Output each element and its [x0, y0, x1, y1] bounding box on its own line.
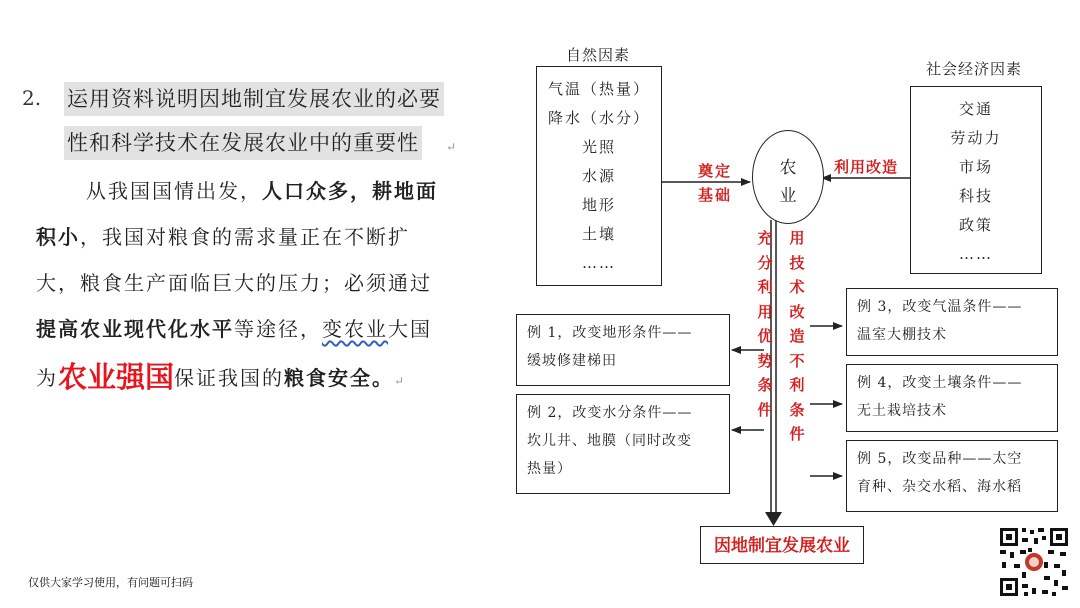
- example-4-box: 例 4，改变土壤条件—— 无土栽培技术: [846, 364, 1058, 432]
- natural-item: 地形: [581, 196, 616, 214]
- social-item: ……: [959, 245, 993, 263]
- social-factors-box: [910, 86, 1042, 274]
- footer-note: 仅供大家学习使用，有问题可扫码: [28, 576, 193, 589]
- arrow-down-to-result: [765, 512, 782, 526]
- vertical-text-tech-transform: 用 技 术 改 造 不 利 条 件: [789, 229, 805, 443]
- social-item: 交通: [958, 100, 993, 118]
- paragraph-mark: ↵: [446, 140, 457, 154]
- answer-line-5: 为农业强国保证我国的粮食安全。↵: [36, 360, 407, 394]
- natural-item: ……: [582, 254, 616, 272]
- answer-line-3: 大，粮食生产面临巨大的压力；必须通过: [36, 271, 432, 295]
- natural-factors-title: 自然因素: [566, 46, 631, 64]
- vertical-text-use-advantages: 充 分 利 用 优 势 条 件: [757, 229, 773, 419]
- natural-item: 土壤: [581, 225, 616, 243]
- highlight-agri-power: 农业强国: [58, 360, 175, 394]
- natural-item: 气温（热量）: [547, 80, 650, 98]
- answer-line-2: 积小，我国对粮食的需求量正在不断扩: [36, 225, 410, 249]
- example-1-box: 例 1，改变地形条件—— 缓坡修建梯田: [516, 314, 730, 386]
- example-2-box: 例 2，改变水分条件—— 坎儿井、地膜（同时改变 热量）: [516, 394, 730, 494]
- natural-item: 降水（水分）: [547, 109, 650, 127]
- natural-factors-box: [536, 66, 662, 286]
- answer-line-1: 从我国国情出发，人口众多，耕地面: [86, 179, 438, 203]
- label-foundation-2: 基础: [698, 186, 733, 204]
- label-use-transform: 利用改造: [834, 158, 899, 176]
- agriculture-node: 农 业: [752, 130, 824, 224]
- question-number: 2.: [22, 86, 42, 110]
- social-item: 科技: [958, 187, 993, 205]
- question-line-1: 运用资料说明因地制宜发展农业的必要: [64, 82, 444, 116]
- qr-code-image[interactable]: [998, 526, 1070, 598]
- natural-item: 光照: [581, 138, 616, 156]
- result-box: 因地制宜发展农业: [700, 526, 864, 564]
- natural-item: 水源: [581, 167, 616, 185]
- answer-line-4: 提高农业现代化水平等途径，变农业大国: [36, 317, 432, 341]
- example-3-box: 例 3，改变气温条件—— 温室大棚技术: [846, 288, 1058, 356]
- label-foundation: 奠定: [698, 162, 733, 180]
- question-line-2: 性和科学技术在发展农业中的重要性: [64, 126, 422, 160]
- example-5-box: 例 5，改变品种——太空 育种、杂交水稻、海水稻: [846, 440, 1058, 512]
- social-item: 市场: [958, 158, 993, 176]
- social-item: 政策: [958, 216, 993, 234]
- social-item: 劳动力: [950, 129, 1002, 147]
- social-factors-title: 社会经济因素: [926, 60, 1023, 78]
